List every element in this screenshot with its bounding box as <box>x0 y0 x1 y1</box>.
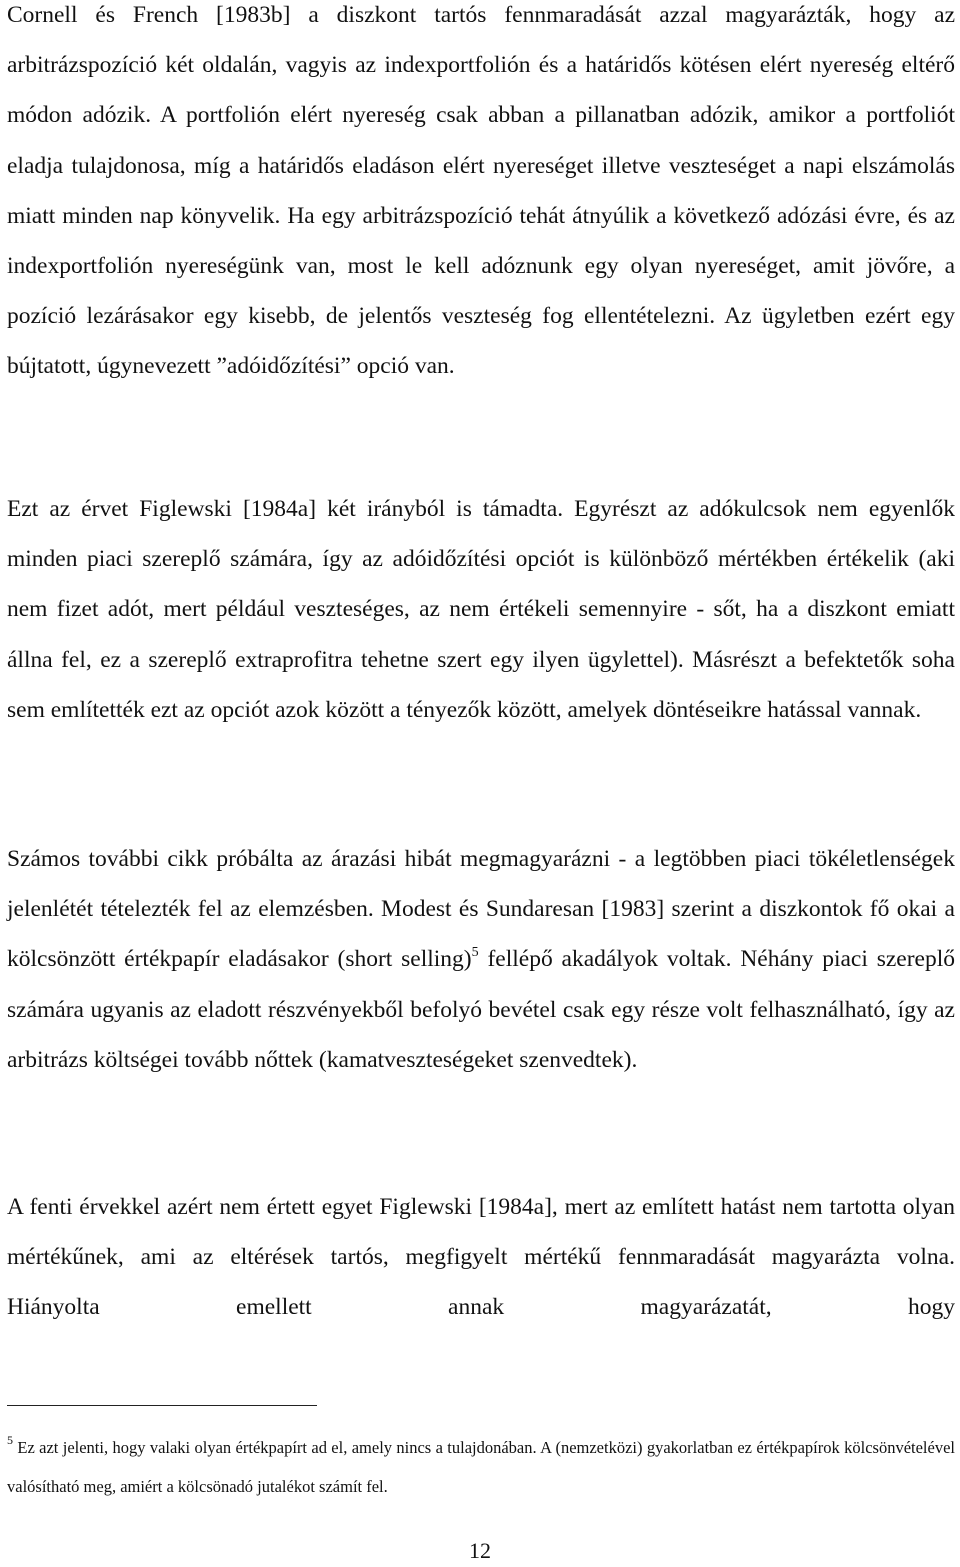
paragraph-tax-timing-option: Cornell és French [1983b] a diszkont tartós fennmaradását azzal magyarázták, hogy az arbitrázspozíció két oldalán, vagyis az indexportfolión és a határidős kötésen elért nyereség eltérő módon adózik. A portfolión elért nyereség csak abban a pillanatban adózik, amikor a portfoliót eladja tulajdonosa, míg a határidős eladáson elért nyereséget illetve veszteséget a napi elszámolás miatt minden nap könyvelik. Ha egy arbitrázspozíció tehát átnyúlik a következő adózási évre, és az indexportfolión nyereségünk van, most le kell adóznunk egy olyan nyereséget, amit jövőre, a pozíció lezárásakor egy kisebb, de jelentős veszteség fog ellentételezni. Az ügyletben ezért egy bújtatott, úgynevezett ”adóidőzítési” opció van. <box>7 2 955 380</box>
paragraph-text-before-note: Számos további cikk próbálta az árazási hibát megmagyarázni - a legtöbben piaci tökéletlenségek jelenlétét tételezték fel az elemzésben. Modest és Sundaresan [1983] szerint a diszkontok fő okai a kölcsönzött értékpapír eladásakor (short selling) <box>7 846 955 973</box>
footnote-text: Ez azt jelenti, hogy valaki olyan értékpapírt ad el, amely nincs a tulajdonában. A (nemzetközi) gyakorlatban ez értékpapírok kölcsönvételével valósítható meg, amiért a kölcsönadó jutalékot számít fel. <box>7 1438 955 1496</box>
page-number: 12 <box>469 1538 491 1563</box>
footnote-mark: 5 <box>7 1432 13 1447</box>
paragraph-figlewski-disagreement: A fenti érvekkel azért nem értett egyet Figlewski [1984a], mert az említett hatást nem tartotta olyan mértékűnek, ami az eltérések tartós, megfigyelt mértékű fennmaradását magyarázta volna. Hiányolta emellett annak magyarázatát, hogy <box>7 1194 955 1321</box>
footnote <box>7 1428 955 1506</box>
paragraph-figlewski-critique: Ezt az érvet Figlewski [1984a] két irányból is támadta. Egyrészt az adókulcsok nem egyenlők minden piaci szereplő számára, így az adóidőzítési opciót is különböző mértékben értékelik (aki nem fizet adót, mert például veszteséges, az nem értékeli semennyire - sőt, ha a diszkont emiatt állna fel, ez a szereplő extraprofitra tehetne szert egy ilyen ügylettel). Másrészt a befektetők soha sem említették ezt az opciót azok között a tényezők között, amelyek döntéseikre hatással vannak. <box>7 496 955 723</box>
paragraph-market-imperfections <box>7 834 955 1085</box>
paragraph-text-after-note: fellépő akadályok voltak. Néhány piaci szereplő számára ugyanis az eladott részvényekből befolyó bevétel csak egy része volt felhasználható, így az arbitrázs költségei tovább nőttek (kamatveszteségeket szenvedtek). <box>7 946 955 1073</box>
footnote-separator <box>7 1405 317 1406</box>
footnote-reference-mark: 5 <box>471 944 479 960</box>
